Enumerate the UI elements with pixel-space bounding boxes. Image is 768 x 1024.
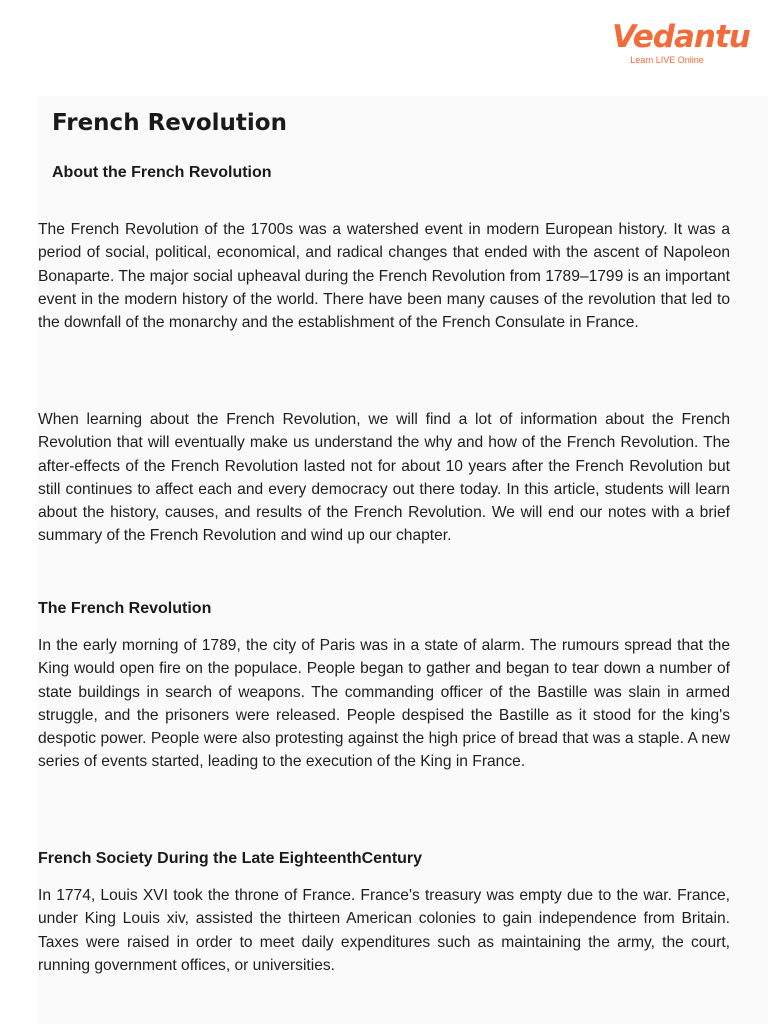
section-heading-french-revolution: The French Revolution — [38, 600, 212, 617]
paragraph-learning: When learning about the French Revolution, we will find a lot of information about the French Revolution that will eventually make us understand the why and how of the French Revolution. The after-effects of the French Revolution lasted not for about 10 years after the French Revolution but still continues to affect each and every democracy out there today. In this article, students will learn about the history, causes, and results of the French Revolution. We will end our notes with a brief summary of the French Revolution and wind up our chapter. — [38, 411, 730, 545]
paragraph-intro: The French Revolution of the 1700s was a watershed event in modern European history. It was a period of social, political, economical, and radical changes that ended with the ascent of Napoleon Bonaparte. The major social upheaval during the French Revolution from 1789–1799 is an important event in the modern history of the world. There have been many causes of the revolution that led to the downfall of the monarchy and the establishment of the French Consulate in France. — [38, 221, 730, 332]
section-heading-french-society: French Society During the Late EighteenthCentury — [38, 850, 423, 867]
page-title: French Revolution — [52, 110, 287, 136]
section-heading-about: About the French Revolution — [52, 164, 272, 181]
paragraph-louis-xvi: In 1774, Louis XVI took the throne of France. France's treasury was empty due to the war. France, under King Louis xiv, assisted the thirteen American colonies to gain independence from Britain. Taxes were raised in order to meet daily expenditures such as maintaining the army, the court, running government offices, or universities. — [38, 887, 730, 974]
paragraph-paris-1789: In the early morning of 1789, the city of Paris was in a state of alarm. The rumours spread that the King would open fire on the populace. People began to gather and began to tear down a number of state buildings in search of weapons. The commanding officer of the Bastille was slain in armed struggle, and the prisoners were released. People despised the Bastille as it stood for the king's despotic power. People were also protesting against the high price of bread that was a staple. A new series of events started, leading to the execution of the King in France. — [38, 637, 730, 771]
logo-wordmark: Vedantu — [612, 19, 750, 55]
vedantu-logo[interactable] — [612, 19, 750, 65]
logo-tagline: Learn LIVE Online — [630, 55, 704, 65]
